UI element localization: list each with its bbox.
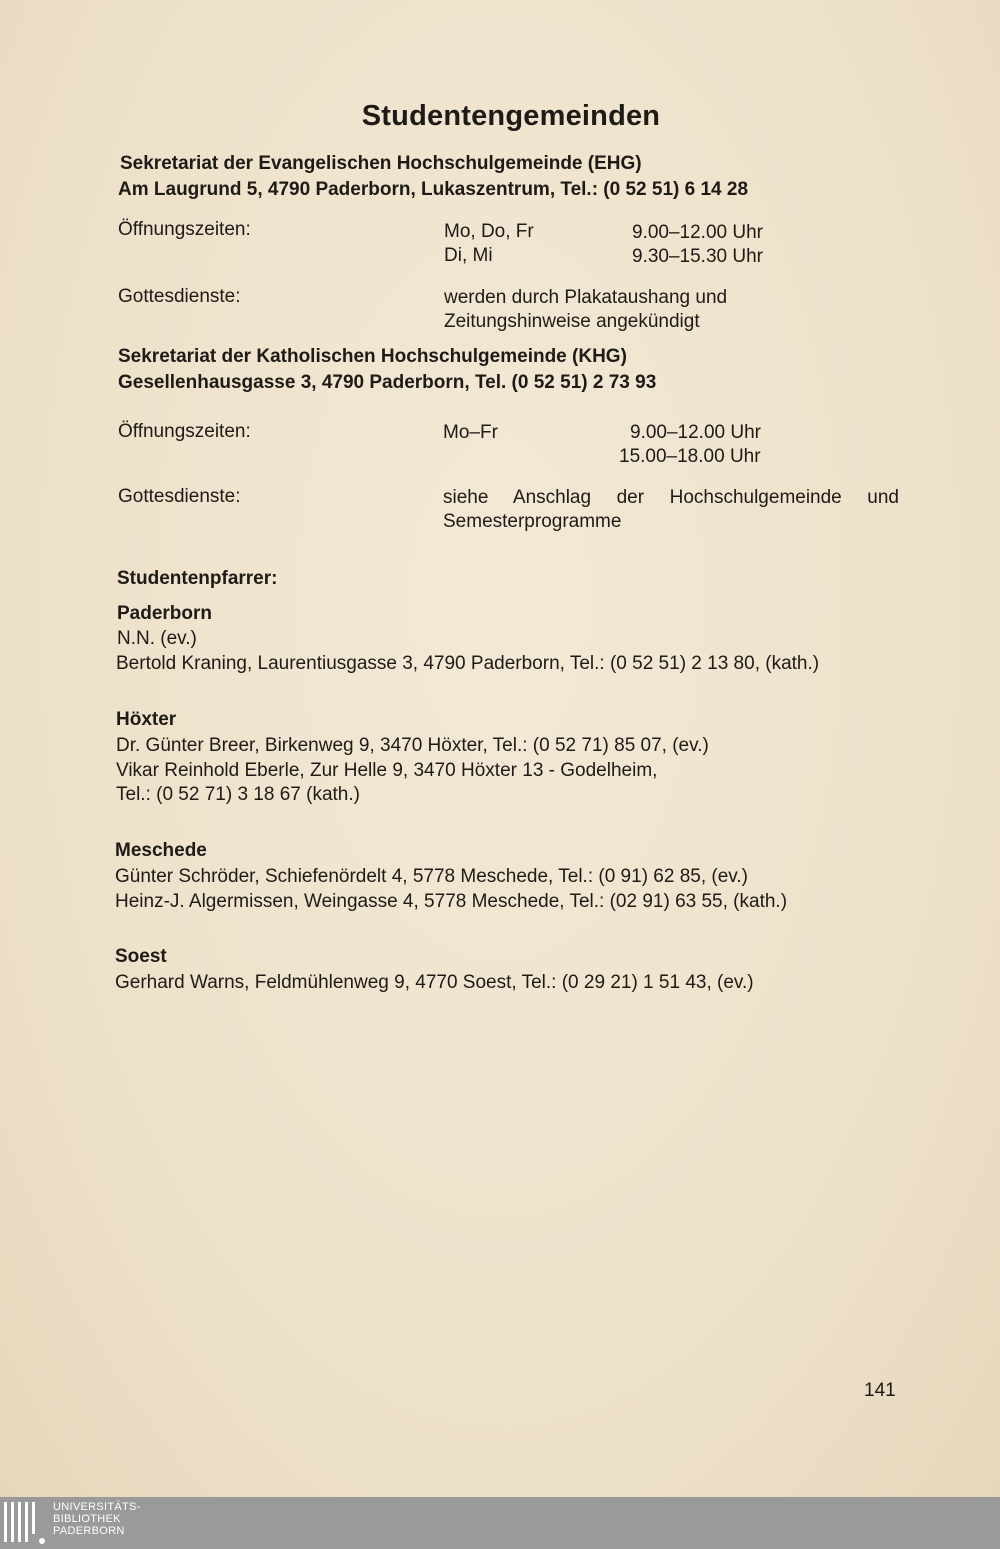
hoexter-line-2: Vikar Reinhold Eberle, Zur Helle 9, 3470 Höxter 13 - Godelheim, xyxy=(116,760,658,781)
paderborn-line-1: N.N. (ev.) xyxy=(117,628,197,649)
khg-heading-line2: Gesellenhausgasse 3, 4790 Paderborn, Tel. (0 52 51) 2 73 93 xyxy=(118,372,657,393)
library-logo-icon xyxy=(2,1500,46,1546)
pastors-heading: Studentenpfarrer: xyxy=(117,568,278,589)
meschede-line-1: Günter Schröder, Schiefenördelt 4, 5778 Meschede, Tel.: (0 91) 62 85, (ev.) xyxy=(115,866,748,887)
ehg-services-line2: Zeitungshinweise angekündigt xyxy=(444,311,700,332)
soest-line-1: Gerhard Warns, Feldmühlenweg 9, 4770 Soest, Tel.: (0 29 21) 1 51 43, (ev.) xyxy=(115,972,754,993)
ehg-hours-label: Öffnungszeiten: xyxy=(118,219,251,240)
page-title: Studentengemeinden xyxy=(361,100,661,132)
khg-hours-time-1: 9.00–12.00 Uhr xyxy=(630,422,761,443)
page-number: 141 xyxy=(864,1380,896,1401)
khg-heading-line1: Sekretariat der Katholischen Hochschulgemeinde (KHG) xyxy=(118,346,627,367)
library-name-line2: BIBLIOTHEK xyxy=(53,1513,121,1525)
khg-hours-label: Öffnungszeiten: xyxy=(118,421,251,442)
khg-hours-time-2: 15.00–18.00 Uhr xyxy=(619,446,761,467)
city-heading-paderborn: Paderborn xyxy=(117,603,213,624)
library-footer-bar xyxy=(0,1497,1000,1549)
library-name-line1: UNIVERSITÄTS- xyxy=(53,1501,141,1513)
ehg-heading-line2: Am Laugrund 5, 4790 Paderborn, Lukaszentrum, Tel.: (0 52 51) 6 14 28 xyxy=(118,179,749,200)
ehg-hours-days-2: Di, Mi xyxy=(444,245,493,266)
paderborn-line-2: Bertold Kraning, Laurentiusgasse 3, 4790 Paderborn, Tel.: (0 52 51) 2 13 80, (kath.) xyxy=(116,653,820,674)
ehg-heading-line1: Sekretariat der Evangelischen Hochschulgemeinde (EHG) xyxy=(120,153,642,174)
city-heading-meschede: Meschede xyxy=(115,840,207,861)
city-heading-soest: Soest xyxy=(115,946,167,967)
khg-hours-days: Mo–Fr xyxy=(443,422,498,443)
khg-services-line2: Semesterprogramme xyxy=(443,511,622,532)
hoexter-line-3: Tel.: (0 52 71) 3 18 67 (kath.) xyxy=(116,784,360,805)
meschede-line-2: Heinz-J. Algermissen, Weingasse 4, 5778 Meschede, Tel.: (02 91) 63 55, (kath.) xyxy=(115,891,788,912)
ehg-services-line1: werden durch Plakataushang und xyxy=(444,287,728,308)
khg-services-line1: siehe Anschlag der Hochschulgemeinde und xyxy=(443,487,899,508)
library-name xyxy=(53,1501,141,1537)
ehg-hours-time-2: 9.30–15.30 Uhr xyxy=(632,246,763,267)
hoexter-line-1: Dr. Günter Breer, Birkenweg 9, 3470 Höxter, Tel.: (0 52 71) 85 07, (ev.) xyxy=(116,735,709,756)
ehg-services-label: Gottesdienste: xyxy=(118,286,241,307)
library-name-line3: PADERBORN xyxy=(53,1525,125,1537)
ehg-hours-time-1: 9.00–12.00 Uhr xyxy=(632,222,763,243)
khg-services-label: Gottesdienste: xyxy=(118,486,241,507)
city-heading-hoexter: Höxter xyxy=(116,709,177,730)
ehg-hours-days-1: Mo, Do, Fr xyxy=(444,221,534,242)
